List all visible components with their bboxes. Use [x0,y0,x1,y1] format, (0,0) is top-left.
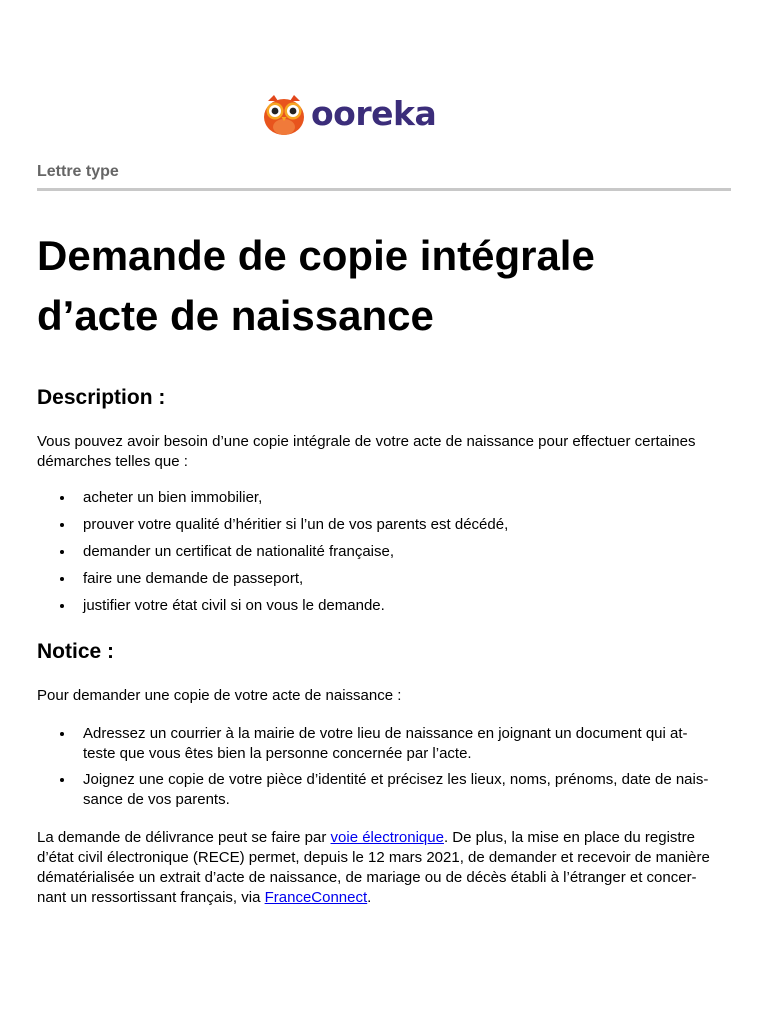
logo-wordmark: ooreka [311,93,437,133]
description-intro-line-2: démarches telles que : [37,453,188,470]
notice-heading: Notice : [37,640,115,663]
list-item: faire une demande de passeport, [37,569,731,589]
ooreka-logo [262,90,462,140]
voie-electronique-link[interactable]: voie électronique [330,829,444,846]
bullet-icon [60,778,64,782]
description-list [37,488,731,616]
bullet-icon [60,604,64,608]
description-intro [37,432,731,472]
bullet-icon [60,732,64,736]
page-title [37,226,731,346]
bullet-icon [60,496,64,500]
notice-intro: Pour demander une copie de votre acte de naissance : [37,687,402,704]
title-line-2: d’acte de naissance [37,292,434,339]
list-item: demander un certificat de nationalité française, [37,542,731,562]
description-heading: Description : [37,386,166,409]
bullet-icon [60,550,64,554]
owl-icon [262,93,306,137]
franceconnect-link[interactable]: FranceConnect [264,889,368,906]
description-intro-line-1: Vous pouvez avoir besoin d’une copie intégrale de votre acte de naissance pour effectuer certaines [37,433,696,450]
bullet-icon [60,523,64,527]
notice-list [37,724,731,810]
list-item: Joignez une copie de votre pièce d’identité et précisez les lieux, noms, prénoms, date de nais- sance de vos parents. [37,770,731,810]
header-divider [37,188,731,191]
notice-paragraph: La demande de délivrance peut se faire par voie électronique. De plus, la mise en place du registre d’état civil électronique (RECE) permet, depuis le 12 mars 2021, de demander et recevoir de manière dématérialisée un extrait d’acte de naissance, de mariage ou de décès établi à l’étranger et concer- nant un ressortissant français, via FranceConnect. [37,829,710,906]
document-type-label: Lettre type [37,163,119,180]
list-item: Adressez un courrier à la mairie de votre lieu de naissance en joignant un document qui at- teste que vous êtes bien la personne concernée par l’acte. [37,724,731,764]
list-item: prouver votre qualité d’héritier si l’un de vos parents est décédé, [37,515,731,535]
list-item: acheter un bien immobilier, [37,488,731,508]
title-line-1: Demande de copie intégrale [37,232,595,279]
bullet-icon [60,577,64,581]
list-item: justifier votre état civil si on vous le demande. [37,596,731,616]
